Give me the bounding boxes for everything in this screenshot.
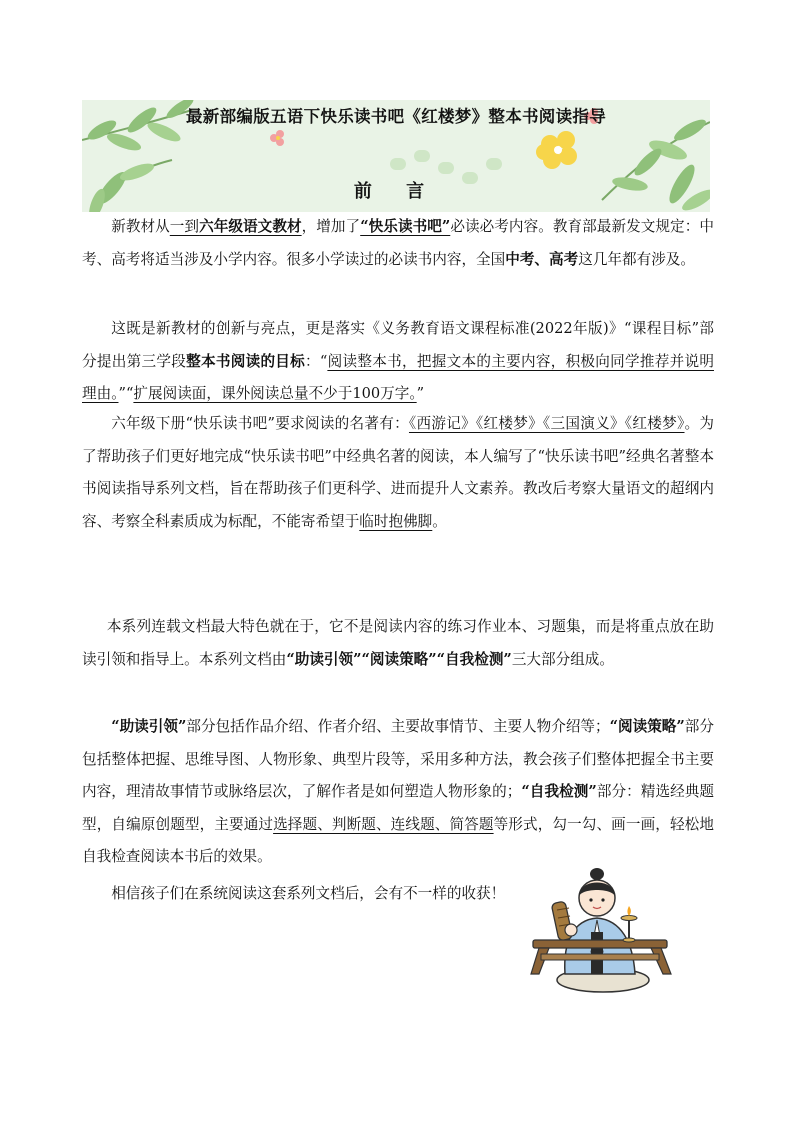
- bold-text: “阅读策略”: [609, 718, 685, 735]
- underlined-text: 阅读整本书，把握文本的主要内容，积极向同学推荐并说明理由。: [82, 352, 714, 402]
- text-span: 这几年都有涉及。: [578, 250, 695, 268]
- text-span: 本系列连载文档最大特色就在于，它不是阅读内容的练习作业本、习题集，而是将重点放在助读引领和指导上。本系列文档由: [82, 618, 714, 668]
- text-span: 部分：精选经典题型，自编原创题型，主要通过: [82, 783, 714, 833]
- text-span: ”: [416, 385, 425, 402]
- document-title: 最新部编版五语下快乐读书吧《红楼梦》整本书阅读指导: [186, 107, 606, 126]
- preface-heading: 前 言: [353, 181, 439, 202]
- text-span: 部分包括作品介绍、作者介绍、主要故事情节、主要人物介绍等；: [186, 718, 610, 735]
- paragraph-reading-list: [82, 408, 714, 538]
- underlined-text: 《西游记》《红楼梦》《三国演义》《红楼梦》: [408, 415, 685, 432]
- text-span: 新教材从: [111, 218, 170, 235]
- underlined-text: 选择题、判断题、连线题、简答题: [273, 815, 494, 833]
- bold-text: “助读引领”“阅读策略”“自我检测”: [286, 650, 512, 668]
- underlined-text: 扩展阅读面，课外阅读总量不少于100万字。: [133, 385, 417, 402]
- text-span: 六年级下册“快乐读书吧”要求阅读的名著有：: [111, 415, 409, 432]
- bold-text: “自我检测”: [521, 783, 597, 800]
- text-span: 。为了帮助孩子们更好地完成“快乐读书吧”中经典名著的阅读，本人编写了“快乐读书吧”经典名著整本书阅读指导系列文档，旨在帮助孩子们更科学、进而提升人文素养。教改后考察大量语文的超纲内容、考察全科素质成为标配，不能寄希望于: [82, 415, 714, 530]
- text-span: 必读必考内容。教育部最新发文规定：中考、高考将适当涉及小学内容。很多小学读过的必读书内容，全国: [82, 218, 714, 268]
- text-span: 三大部分组成。: [511, 650, 614, 668]
- paragraph-intro: [82, 211, 714, 276]
- scholar-reading-icon: [525, 862, 705, 994]
- bold-underlined-text: 六年级语文教材: [199, 218, 302, 235]
- text-span: ：“: [305, 352, 328, 370]
- paragraph-series-features: [82, 611, 714, 676]
- text-span: 。: [432, 512, 447, 530]
- text-span: 相信孩子们在系统阅读这套系列文档后，会有不一样的收获！: [111, 885, 506, 902]
- text-span: 部分包括整体把握、思维导图、人物形象、典型片段等，采用多种方法，教会孩子们整体把握全书主要内容，理清故事情节或脉络层次，了解作者是如何塑造人物形象的；: [82, 718, 714, 800]
- bold-text: 整本书阅读的目标: [186, 352, 306, 370]
- bold-underlined-text: “快乐读书吧”: [360, 218, 451, 235]
- bold-text: “助读引领”: [111, 718, 187, 735]
- bold-text: 中考、高考: [505, 250, 579, 268]
- text-span: ，增加了: [301, 218, 361, 235]
- text-span: 等形式，勾一勾、画一画，轻松地自我检查阅读本书后的效果。: [82, 815, 714, 865]
- paragraph-sections: [82, 711, 714, 874]
- underlined-text: 一到: [169, 218, 200, 235]
- text-span: ”“: [118, 385, 134, 402]
- text-span: 这既是新教材的创新与亮点，更是落实《义务教育语文课程标准(2022年版)》“课程目标”部分提出第三学段: [82, 320, 714, 370]
- underlined-text: 临时抱佛脚: [359, 512, 433, 530]
- paragraph-curriculum: [82, 313, 714, 411]
